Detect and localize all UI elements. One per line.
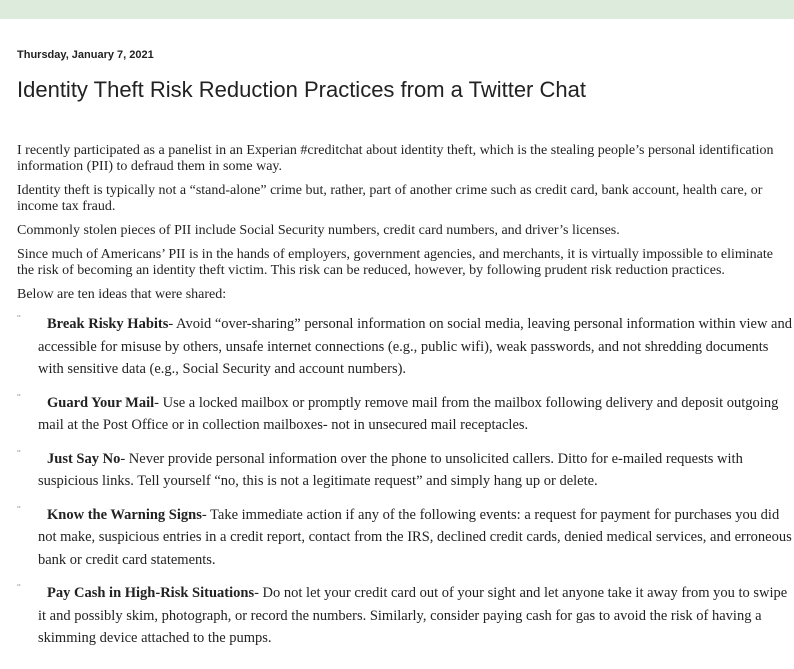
bullet-text: - Avoid “over-sharing” personal information on social media, leaving personal information within view and accessible for misuse by others, unsafe internet connections (e.g., public wifi), weak passwords, and not shredding documents with sensitive data (e.g., Social Security and account numbers). <box>38 316 792 377</box>
list-item <box>17 504 792 572</box>
body-paragraph: Commonly stolen pieces of PII include Social Security numbers, credit card numbers, and driver’s licenses. <box>17 223 620 238</box>
bullet-marker: ¨ <box>17 503 21 516</box>
tips-list <box>17 313 792 650</box>
bullet-marker: ¨ <box>17 391 21 404</box>
bullet-text: - Use a locked mailbox or promptly remove mail from the mailbox following delivery and deposit outgoing mail at the Post Office or in collection mailboxes- not in unsecured mail receptacles. <box>38 394 779 433</box>
bullet-text: - Take immediate action if any of the following events: a request for payment for purchases you did not make, suspicious entries in a credit report, contact from the IRS, declined credit cards, denied medical services, and erroneous bank or credit card statements. <box>38 506 792 568</box>
post-body <box>17 143 792 650</box>
bullet-text: - Never provide personal information over the phone to unsolicited callers. Ditto for e-mailed requests with suspicious links. Tell yourself “no, this is not a legitimate request” and simply hang up or delete. <box>38 450 743 489</box>
list-item <box>17 313 792 381</box>
list-item <box>17 582 792 650</box>
bullet-heading: Pay Cash in High-Risk Situations <box>47 585 255 601</box>
bullet-heading: Just Say No <box>47 450 121 467</box>
blog-post <box>17 48 792 661</box>
page-top-band <box>0 0 794 19</box>
bullet-marker: ¨ <box>17 582 21 594</box>
list-item <box>17 392 792 437</box>
bullet-heading: Break Risky Habits <box>47 316 169 332</box>
bullet-marker: ¨ <box>17 447 21 460</box>
body-paragraph: Identity theft is typically not a “stand-alone” crime but, rather, part of another crime such as credit card, bank account, health care, or income tax fraud. <box>17 183 763 214</box>
body-paragraph: Since much of Americans’ PII is in the hands of employers, government agencies, and merchants, it is virtually impossible to eliminate the risk of becoming an identity theft victim. This risk can be reduced, however, by following prudent risk reduction practices. <box>17 247 773 278</box>
bullet-marker: ¨ <box>17 313 21 325</box>
body-paragraph: Below are ten ideas that were shared: <box>17 287 227 302</box>
bullet-heading: Guard Your Mail <box>47 394 155 411</box>
bullet-text: - Do not let your credit card out of your sight and let anyone take it away from you to swipe it and possibly skim, photograph, or record the numbers. Similarly, consider paying cash for gas to avoid the risk of having a skimming device attached to the pumps. <box>38 585 788 646</box>
list-item <box>17 448 792 493</box>
post-date: Thursday, January 7, 2021 <box>17 49 154 61</box>
post-title[interactable]: Identity Theft Risk Reduction Practices from a Twitter Chat <box>17 77 586 102</box>
bullet-heading: Know the Warning Signs <box>47 506 202 523</box>
body-paragraph: I recently participated as a panelist in an Experian #creditchat about identity theft, which is the stealing people’s personal identification information (PII) to defraud them in some way. <box>17 143 774 174</box>
